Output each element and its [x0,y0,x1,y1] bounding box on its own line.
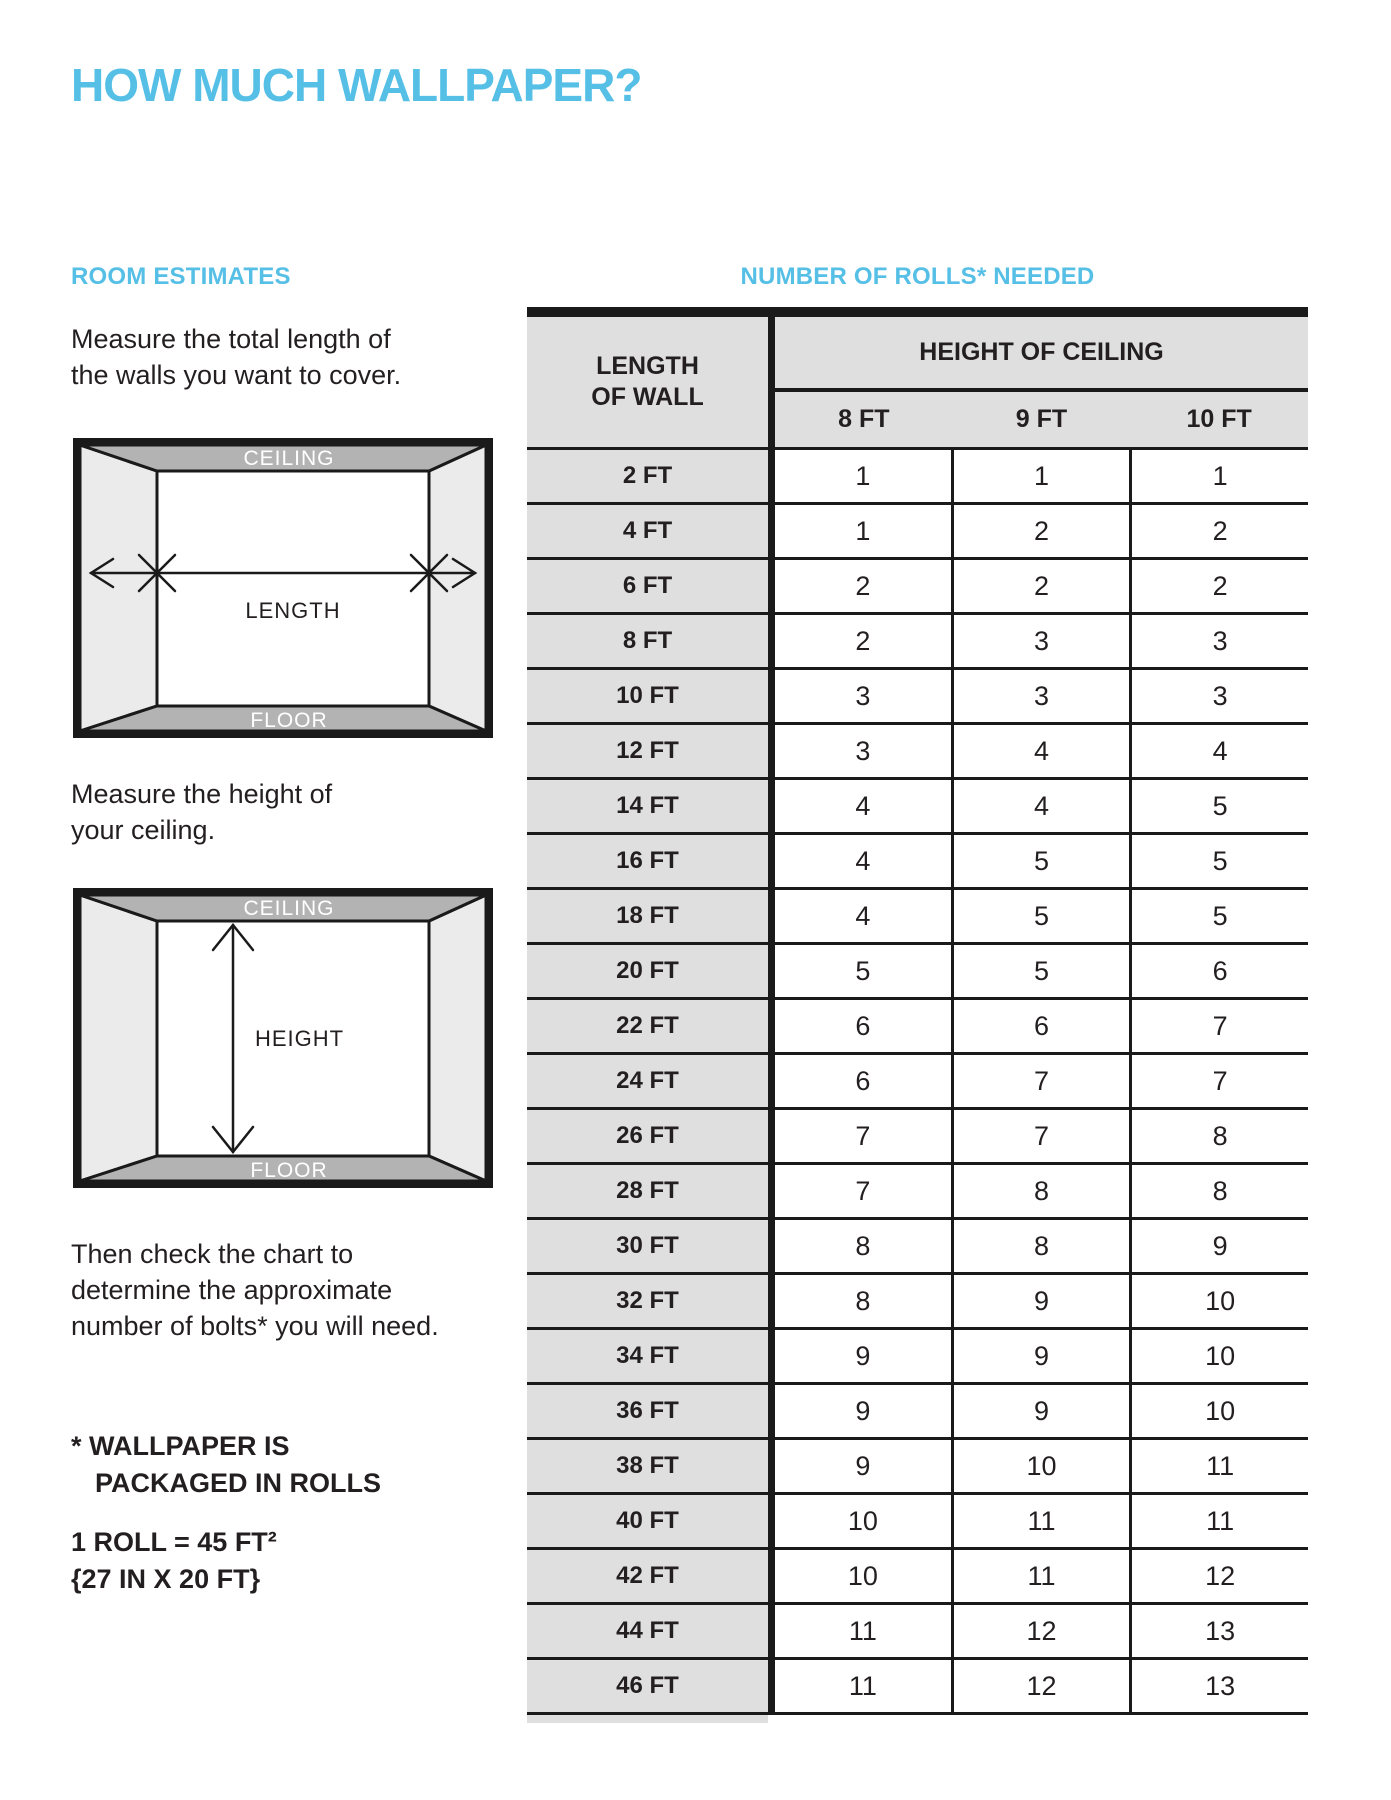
roll-count-cell: 6 [775,1055,951,1107]
row-label: 14 FT [527,780,775,832]
room-height-diagram [73,888,493,1188]
table-row [527,997,1308,1052]
table-top-bar [527,307,1308,317]
row-label: 10 FT [527,670,775,722]
roll-count-cell: 13 [1129,1660,1308,1712]
row-label: 18 FT [527,890,775,942]
row-label: 36 FT [527,1385,775,1437]
roll-count-cell: 2 [775,560,951,612]
table-header [527,317,1308,447]
roll-count-cell: 11 [1129,1495,1308,1547]
roll-count-cell: 2 [1129,505,1308,557]
roll-count-cell: 11 [1129,1440,1308,1492]
table-row [527,777,1308,832]
ceiling-header-group [775,317,1308,447]
row-label: 28 FT [527,1165,775,1217]
row-label: 6 FT [527,560,775,612]
roll-count-cell: 7 [775,1110,951,1162]
roll-count-cell: 7 [1129,1055,1308,1107]
instruction-chart-line2: determine the approximate [71,1275,393,1305]
floor-label: FLOOR [250,709,328,732]
roll-count-cell: 4 [775,890,951,942]
roll-count-cell: 5 [1129,890,1308,942]
table-row [527,557,1308,612]
table-row [527,1327,1308,1382]
row-label: 32 FT [527,1275,775,1327]
roll-count-cell: 8 [951,1165,1130,1217]
ceiling-label: CEILING [243,897,335,920]
room-estimates-heading: ROOM ESTIMATES [71,263,291,290]
roll-count-cell: 8 [951,1220,1130,1272]
room-length-diagram [73,438,493,738]
roll-count-cell: 7 [775,1165,951,1217]
row-label: 4 FT [527,505,775,557]
length-label: LENGTH [245,598,341,623]
length-of-wall-line1: LENGTH [596,352,699,380]
roll-count-cell: 4 [951,780,1130,832]
row-label: 2 FT [527,450,775,502]
row-label: 38 FT [527,1440,775,1492]
row-label: 44 FT [527,1605,775,1657]
roll-count-cell: 9 [951,1385,1130,1437]
wallpaper-footnote [71,1428,381,1502]
col-header-8ft: 8 FT [838,405,890,433]
table-row [527,1492,1308,1547]
roll-count-cell: 9 [775,1330,951,1382]
col-header-9ft: 9 FT [1015,405,1068,433]
ceiling-label: CEILING [243,447,335,470]
left-wall [80,445,157,731]
roll-count-cell: 8 [1129,1110,1308,1162]
roll-count-cell: 6 [951,1000,1130,1052]
page-title: HOW MUCH WALLPAPER? [71,59,642,111]
instruction-length [71,321,401,393]
roll-count-cell: 9 [775,1440,951,1492]
row-label: 16 FT [527,835,775,887]
row-label: 40 FT [527,1495,775,1547]
roll-count-cell: 2 [1129,560,1308,612]
instruction-length-line2: the walls you want to cover. [71,360,402,390]
roll-count-cell: 11 [775,1605,951,1657]
table-row [527,1107,1308,1162]
right-wall [429,445,486,731]
roll-count-cell: 10 [951,1440,1130,1492]
roll-count-cell: 5 [1129,835,1308,887]
table-bottom-sliver [527,1715,768,1723]
height-label: HEIGHT [255,1026,345,1051]
table-body [527,447,1308,1712]
table-row [527,832,1308,887]
row-label: 22 FT [527,1000,775,1052]
table-row [527,1382,1308,1437]
floor-label: FLOOR [250,1159,328,1182]
ceiling-columns-row [775,392,1308,447]
roll-count-cell: 3 [1129,615,1308,667]
table-row [527,1162,1308,1217]
roll-count-cell: 9 [951,1275,1130,1327]
right-wall [429,895,486,1181]
row-label: 30 FT [527,1220,775,1272]
roll-count-cell: 9 [775,1385,951,1437]
roll-count-cell: 11 [951,1550,1130,1602]
roll-count-cell: 6 [775,1000,951,1052]
table-row [527,1437,1308,1492]
length-of-wall-header [527,317,775,447]
roll-count-cell: 3 [775,670,951,722]
roll-count-cell: 3 [775,725,951,777]
row-label: 8 FT [527,615,775,667]
table-row [527,612,1308,667]
instruction-chart [71,1236,439,1344]
rolls-table [527,307,1308,1723]
roll-count-cell: 9 [951,1330,1130,1382]
table-row [527,1547,1308,1602]
instruction-chart-line1: Then check the chart to [71,1239,354,1269]
roll-count-cell: 1 [775,450,951,502]
height-of-ceiling-header: HEIGHT OF CEILING [775,317,1308,392]
roll-count-cell: 13 [1129,1605,1308,1657]
row-label: 46 FT [527,1660,775,1712]
roll-count-cell: 11 [775,1660,951,1712]
row-label: 34 FT [527,1330,775,1382]
table-row [527,1052,1308,1107]
roll-count-cell: 7 [951,1055,1130,1107]
roll-count-cell: 5 [951,945,1130,997]
roll-count-cell: 2 [775,615,951,667]
table-row [527,1602,1308,1657]
footnote-line1: * WALLPAPER IS [71,1431,290,1461]
instruction-length-line1: Measure the total length of [71,324,391,354]
table-row [527,447,1308,502]
back-wall [157,471,429,706]
footnote-line2: PACKAGED IN ROLLS [95,1468,382,1498]
roll-count-cell: 4 [775,835,951,887]
table-row [527,1272,1308,1327]
roll-count-cell: 1 [1129,450,1308,502]
roll-count-cell: 12 [951,1605,1130,1657]
roll-count-cell: 5 [951,890,1130,942]
roll-count-cell: 5 [1129,780,1308,832]
roll-count-cell: 10 [1129,1330,1308,1382]
row-label: 20 FT [527,945,775,997]
roll-count-cell: 3 [951,670,1130,722]
roll-spec-line1: 1 ROLL = 45 FT² [71,1527,277,1557]
length-of-wall-line2: OF WALL [591,383,704,411]
instruction-height [71,776,332,848]
roll-count-cell: 1 [951,450,1130,502]
roll-count-cell: 10 [1129,1385,1308,1437]
roll-count-cell: 11 [951,1495,1130,1547]
roll-count-cell: 2 [951,505,1130,557]
roll-spec-line2: {27 IN X 20 FT} [71,1564,261,1594]
roll-count-cell: 10 [775,1550,951,1602]
table-row [527,1217,1308,1272]
roll-count-cell: 5 [775,945,951,997]
roll-count-cell: 7 [951,1110,1130,1162]
instruction-height-line2: your ceiling. [71,815,216,845]
rolls-needed-heading: NUMBER OF ROLLS* NEEDED [740,263,1095,290]
row-label: 26 FT [527,1110,775,1162]
roll-count-cell: 10 [775,1495,951,1547]
roll-count-cell: 9 [1129,1220,1308,1272]
instruction-chart-line3: number of bolts* you will need. [71,1311,439,1341]
roll-count-cell: 2 [951,560,1130,612]
roll-spec [71,1524,277,1598]
roll-count-cell: 3 [1129,670,1308,722]
roll-count-cell: 1 [775,505,951,557]
roll-count-cell: 8 [775,1220,951,1272]
table-row [527,667,1308,722]
roll-count-cell: 8 [1129,1165,1308,1217]
row-label: 12 FT [527,725,775,777]
instruction-height-line1: Measure the height of [71,779,333,809]
roll-count-cell: 8 [775,1275,951,1327]
roll-count-cell: 12 [951,1660,1130,1712]
roll-count-cell: 12 [1129,1550,1308,1602]
roll-count-cell: 6 [1129,945,1308,997]
table-row [527,942,1308,997]
table-row [527,502,1308,557]
row-label: 24 FT [527,1055,775,1107]
roll-count-cell: 4 [951,725,1130,777]
roll-count-cell: 10 [1129,1275,1308,1327]
roll-count-cell: 4 [1129,725,1308,777]
col-header-10ft: 10 FT [1186,405,1252,433]
roll-count-cell: 4 [775,780,951,832]
table-row [527,1657,1308,1712]
roll-count-cell: 5 [951,835,1130,887]
row-label: 42 FT [527,1550,775,1602]
left-wall [80,895,157,1181]
table-row [527,722,1308,777]
table-row [527,887,1308,942]
roll-count-cell: 7 [1129,1000,1308,1052]
roll-count-cell: 3 [951,615,1130,667]
